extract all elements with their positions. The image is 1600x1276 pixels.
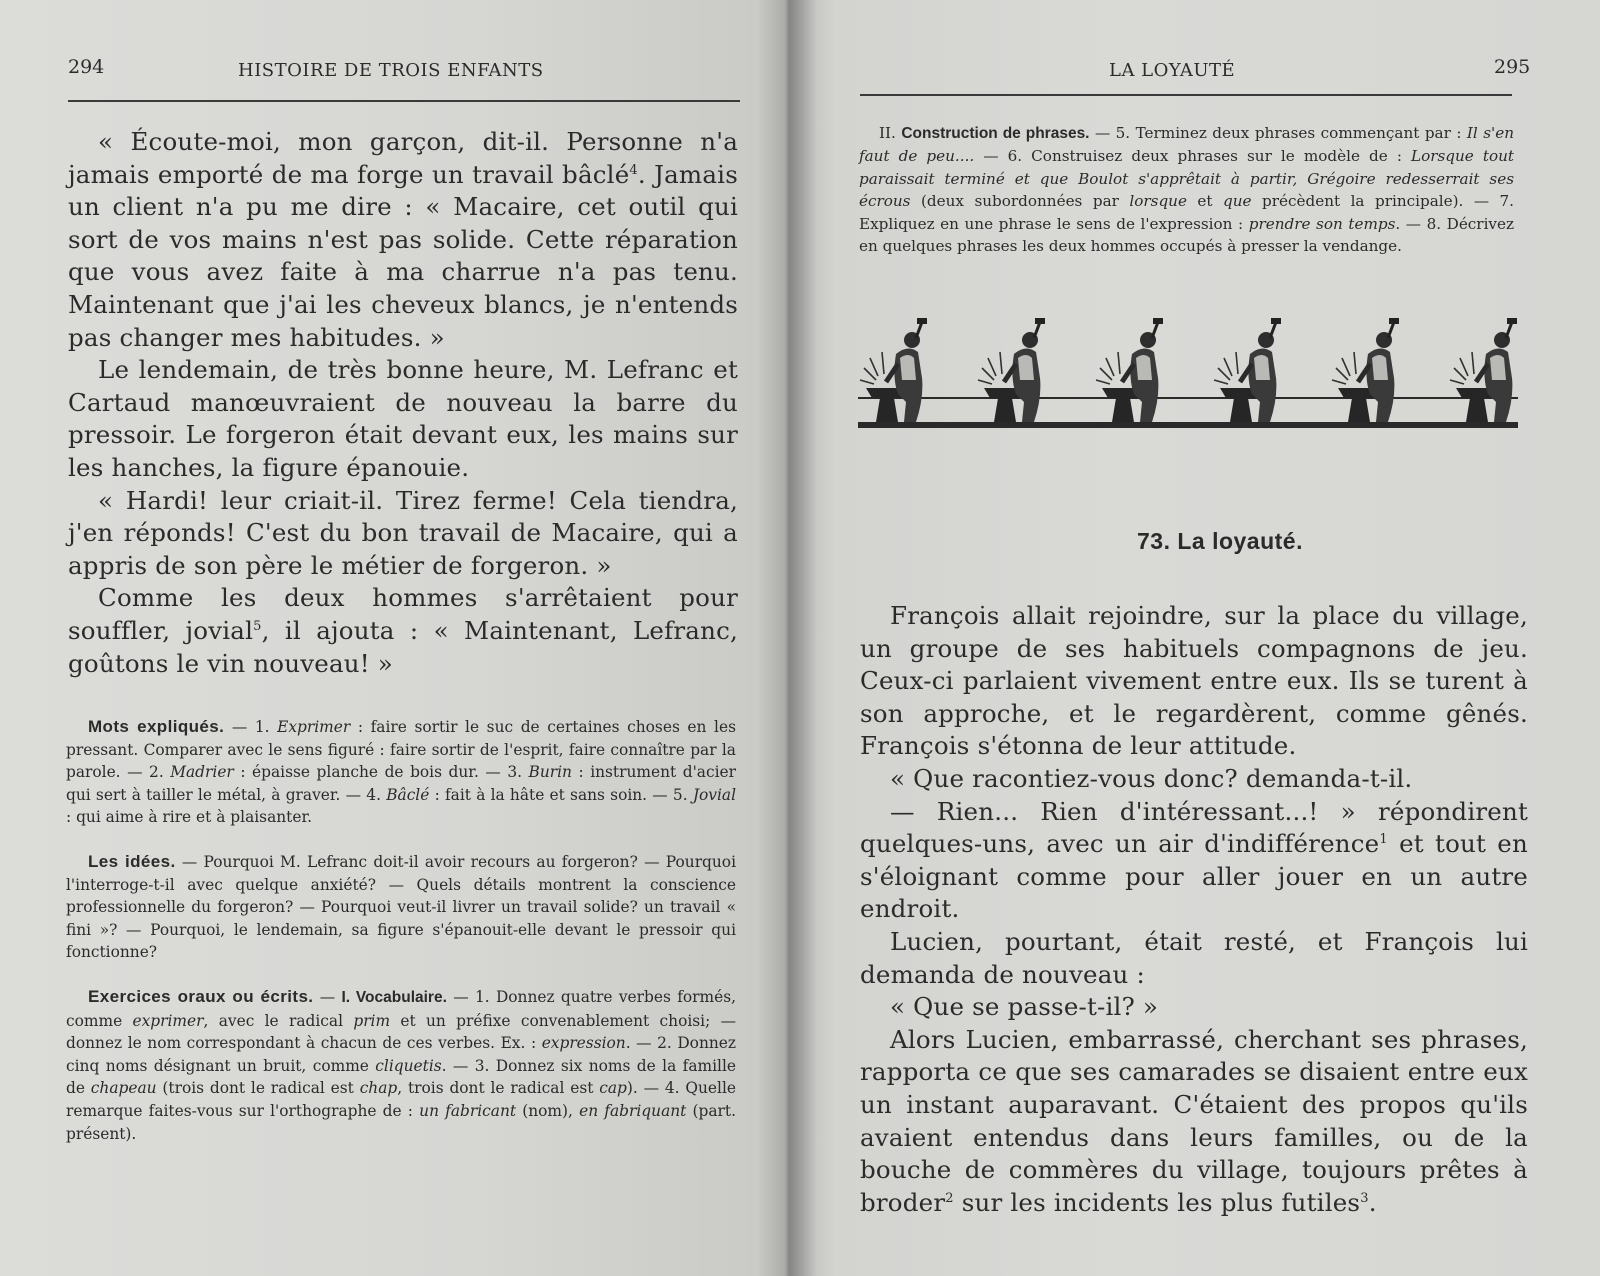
left-page — [0, 0, 787, 1276]
text-run: — 6. Construisez deux phrases sur le modèle de : — [974, 147, 1412, 166]
construction-de-phrases — [859, 122, 1514, 279]
les-idees — [66, 851, 736, 964]
text-run: (part. présent). — [66, 1101, 736, 1143]
text-run: , il ajouta : « Maintenant, Lefranc, goûtons le vin nouveau! » — [68, 615, 738, 678]
text-run: Comme les deux hommes s'arrêtaient pour souffler, jovial — [68, 583, 738, 645]
right-header-rule — [860, 94, 1512, 96]
paragraph: Lucien, pourtant, était resté, et François lui demanda de nouveau : — [860, 926, 1528, 989]
right-body-text — [860, 600, 1528, 1219]
paragraph: François allait rejoindre, sur la place du village, un groupe de ses habituels compagnons de jeu. Ceux-ci parlaient vivement entre eux. Ils se turent à son approche, et le regardèrent, comme gênés. François s'étonna de leur attitude. — [860, 601, 1528, 761]
paragraph: « Que racontiez-vous donc? demanda-t-il. — [890, 763, 1413, 793]
construction-paragraph — [859, 122, 1514, 257]
text-run: « Écoute-moi, mon garçon, dit-il. Personne n'a jamais emporté de ma forge un travail bâclé — [68, 127, 738, 189]
term: chap — [359, 1079, 398, 1098]
footnote-ref: 2 — [945, 1190, 954, 1206]
text-run: : instrument d'acier qui sert à tailler le métal, à graver. — 4. — [66, 763, 736, 804]
text-run: — 5. Terminez deux phrases commençant par : — [1089, 124, 1467, 142]
text-run: . — 8. Décrivez en quelques phrases les deux hommes occupés à presser la vendange. — [859, 214, 1514, 256]
text-run: : fait à la hâte et sans soin. — 5. — [429, 785, 693, 804]
term: expression — [541, 1034, 626, 1053]
term: cliquetis — [375, 1056, 442, 1075]
text-run: — 1. Donnez quatre verbes formés, comme — [66, 987, 737, 1030]
right-page-number: 295 — [1494, 56, 1531, 78]
text-run: (nom), — [516, 1101, 580, 1120]
footnote-ref: 1 — [1379, 832, 1388, 848]
subsection-heading: Construction de phrases. — [901, 125, 1090, 142]
text-run: et — [1186, 192, 1224, 211]
text-run: — 1. — [224, 718, 278, 736]
paragraph — [68, 126, 738, 354]
chapter-title: 73. La loyauté. — [1136, 528, 1303, 554]
term: Il s'en faut de peu.... — [859, 124, 1514, 166]
subsection-heading: I. Vocabulaire. — [341, 988, 447, 1006]
term: Burin — [528, 763, 572, 782]
text-run: ). — 4. Quelle remarque faites-vous sur l'orthographe de : — [66, 1079, 736, 1120]
paragraph: Le lendemain, de très bonne heure, M. Lefranc et Cartaud manœuvraient de nouveau la barre du pressoir. Le forgeron était devant eux, les mains sur les hanches, la figure épanouie. — [68, 355, 738, 482]
term: chapeau — [90, 1079, 157, 1098]
text-run: (trois dont le radical est — [156, 1079, 360, 1098]
section-heading: Les idées. — [88, 851, 176, 871]
term: en fabriquant — [579, 1101, 687, 1120]
term: prendre son temps — [1248, 214, 1396, 233]
text-run: : qui aime à rire et à plaisanter. — [66, 808, 313, 827]
term: Bâclé — [386, 785, 430, 804]
footnote-ref: 5 — [253, 618, 262, 634]
text-run: — Rien... Rien d'intéressant...! » répondirent quelques-uns, avec un air d'indifférence — [860, 796, 1528, 859]
footnote-ref: 3 — [1360, 1190, 1369, 1206]
term: exprimer — [132, 1011, 204, 1030]
left-header-rule — [68, 100, 740, 102]
text-run: . Jamais un client n'a pu me dire : « Macaire, cet outil qui sort de vos mains n'est pas solide. Cette réparation que vous avez faite à ma charrue n'a pas tenu. Maintenant que j'ai les cheveux blancs, je n'entends pas changer mes habitudes. » — [68, 159, 738, 352]
text-run: — Pourquoi M. Lefranc doit-il avoir recours au forgeron? — Pourquoi l'interroge-t-il avec quelque anxiété? — Quels détails montrent la conscience professionnelle du forgeron? — Pourquoi veut-il livrer un travail solide? un travail « fini »? — Pourquoi, le lendemain, sa figure s'épanouit-elle devant le pressoir qui fonctionne? — [66, 852, 736, 962]
paragraph: « Hardi! leur criait-il. Tirez ferme! Cela tiendra, j'en réponds! C'est du bon travail de Macaire, qui a appris de son père le métier de forgeron. » — [68, 485, 738, 580]
text-run: : épaisse planche de bois dur. — 3. — [233, 763, 529, 782]
text-run: II. — [879, 124, 902, 142]
exercices — [66, 986, 736, 1145]
term: que — [1223, 192, 1252, 211]
blacksmith-figure — [860, 318, 927, 422]
paragraph — [860, 1024, 1528, 1220]
text-run: et un préfixe convenablement choisi; — donnez le nom correspondant à chacun de ces verbes. Ex. : — [66, 1011, 736, 1053]
term: Jovial — [692, 785, 736, 804]
text-run: , trois dont le radical est — [397, 1079, 600, 1098]
text-run: sur les incidents les plus futiles — [953, 1187, 1361, 1217]
term: lorsque — [1129, 192, 1187, 211]
paragraph — [860, 796, 1528, 926]
text-run: — — [313, 987, 342, 1006]
term: un fabricant — [419, 1101, 517, 1120]
section-heading: Mots expliqués. — [88, 717, 225, 736]
text-run: : faire sortir le suc de certaines choses en les pressant. Comparer avec le sens figuré : faire sortir de l'esprit, faire connaître par la parole. — 2. — [66, 718, 736, 782]
paragraph: « Que se passe-t-il? » — [890, 992, 1159, 1022]
left-notes — [66, 716, 736, 1167]
term: prim — [353, 1011, 391, 1030]
blacksmith-frieze-illustration — [858, 318, 1518, 436]
left-page-number: 294 — [68, 56, 105, 78]
footnote-ref: 4 — [629, 162, 638, 178]
text-run: et tout en s'éloignant comme pour aller jouer en un autre endroit. — [860, 829, 1528, 924]
term: Madrier — [170, 763, 234, 782]
text-run: , avec le radical — [203, 1011, 354, 1030]
section-heading: Exercices oraux ou écrits. — [88, 986, 314, 1006]
term: Lorsque tout paraissait terminé et que Boulot s'apprêtait à partir, Grégoire redesserrait ses écrous — [859, 147, 1515, 211]
right-running-head: LA LOYAUTÉ — [1109, 60, 1236, 81]
text-run: précèdent la principale). — 7. Expliquez en une phrase le sens de l'expression : — [859, 192, 1515, 233]
left-body-text — [68, 126, 738, 680]
text-run: (deux subordonnées par — [910, 192, 1130, 211]
text-run: . — 3. Donnez six noms de la famille de — [66, 1056, 736, 1098]
mots-expliques — [66, 716, 736, 829]
paragraph — [68, 582, 738, 680]
text-run: Alors Lucien, embarrassé, cherchant ses phrases, rapporta ce que ses camarades se disaient entre eux un instant auparavant. C'étaient des propos qu'ils avaient entendus dans leurs familles, ou de la bouche de commères du village, toujours prêtes à broder — [860, 1024, 1528, 1217]
term: cap — [599, 1079, 627, 1098]
left-running-head: HISTOIRE DE TROIS ENFANTS — [238, 60, 544, 81]
text-run: . — 2. Donnez cinq noms désignant un bruit, comme — [66, 1034, 736, 1075]
term: Exprimer — [277, 718, 351, 736]
text-run: . — [1368, 1187, 1377, 1217]
